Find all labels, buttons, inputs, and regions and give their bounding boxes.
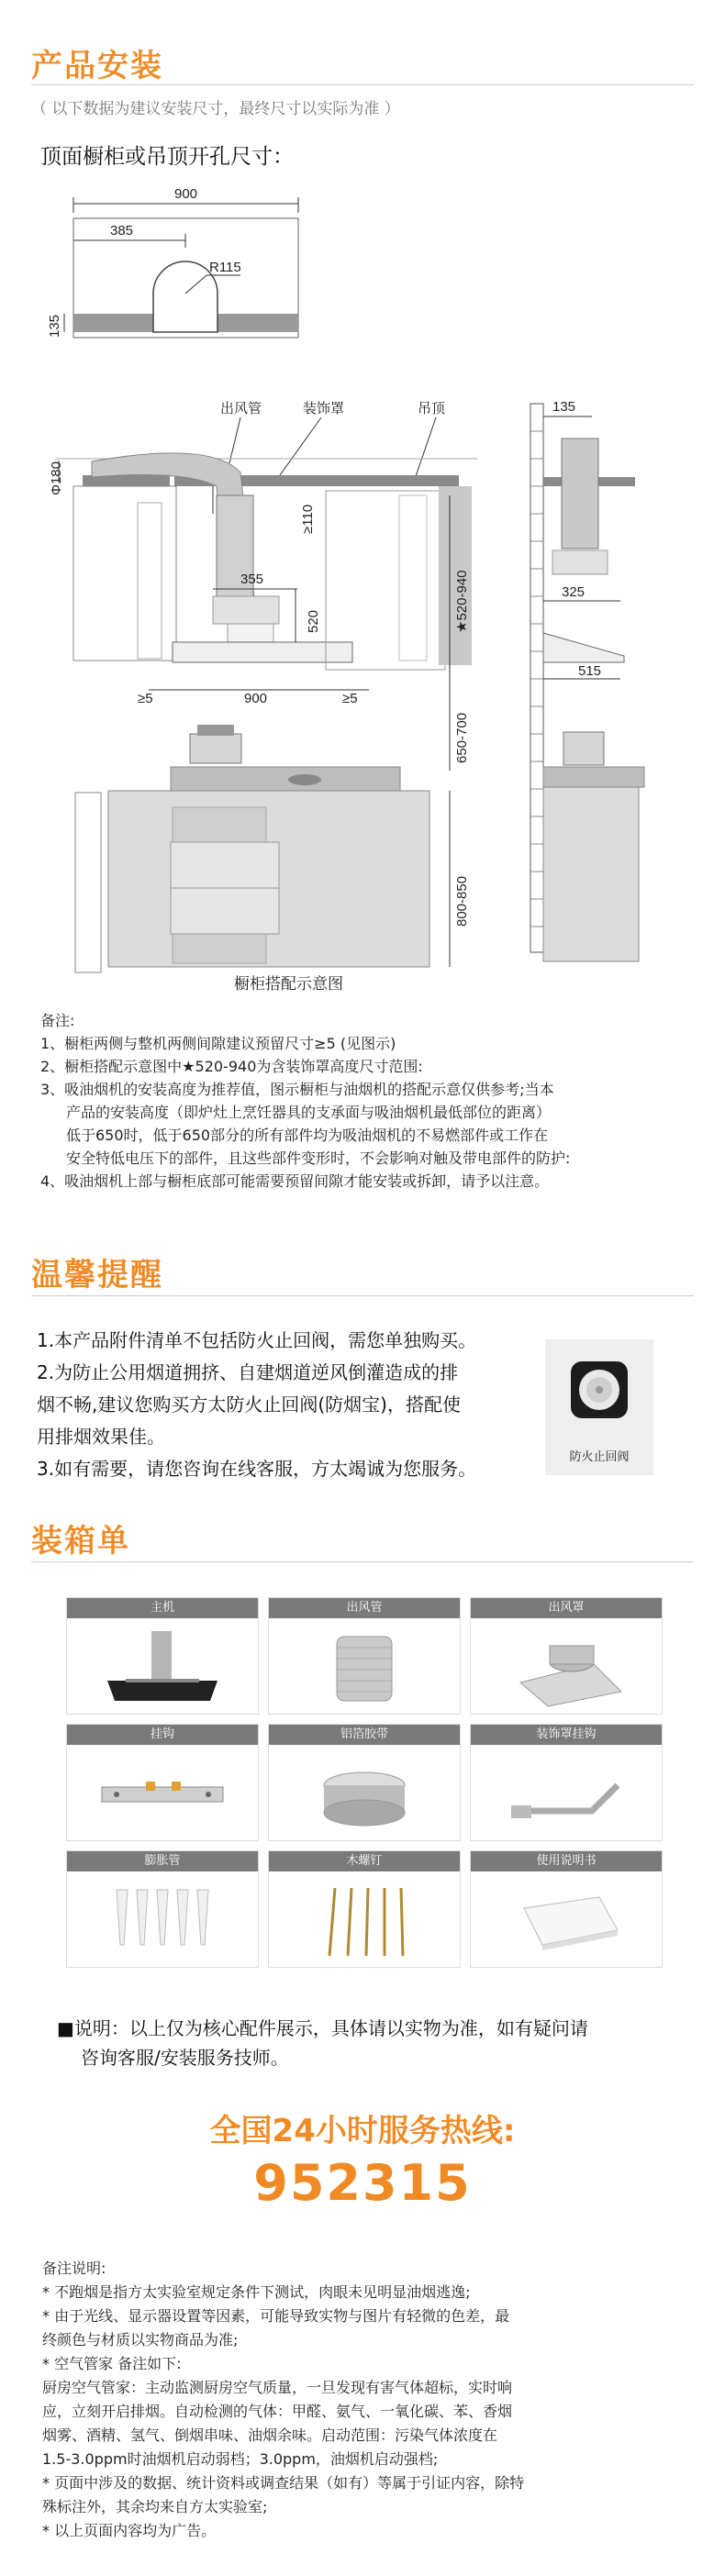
- packing-section-title: 装箱单: [31, 1523, 130, 1560]
- remarks: [42, 2257, 685, 2543]
- pack-item-expansion-tube: [66, 1850, 259, 1968]
- remark-line: 殊标注外，其余均来自方太实验室;: [42, 2498, 268, 2515]
- fire-valve-caption: 防火止回阀: [569, 1450, 630, 1464]
- label-outlet-pipe: 出风管: [220, 401, 262, 416]
- remarks-title: 备注说明:: [42, 2260, 106, 2277]
- remark-line: * 以上页面内容均为广告。: [42, 2522, 217, 2539]
- remark-line: * 页面中涉及的数据、统计资料或调查结果（如有）等属于引证内容，除特: [42, 2474, 525, 2492]
- dim-r115: R115: [209, 260, 241, 275]
- pack-item-label: 使用说明书: [471, 1851, 662, 1871]
- cover-hook-image: [493, 1745, 640, 1840]
- manual-image: [493, 1871, 640, 1967]
- diagram-caption: 橱柜搭配示意图: [234, 975, 343, 993]
- packing-list: [66, 1597, 663, 1968]
- dim-520: 520: [306, 609, 321, 633]
- tip-line: 1.本产品附件清单不包括防火止回阀，需您单独购买。: [37, 1329, 477, 1351]
- dim-515: 515: [578, 663, 602, 679]
- packing-note-line: ■说明：以上仅为核心配件展示，具体请以实物为准，如有疑问请: [57, 2017, 588, 2039]
- remark-line: 烟雾、酒精、氢气、倒烟串味、油烟余味。启动范围：污染气体浓度在: [42, 2426, 498, 2444]
- note-line: 1、橱柜两侧与整机两侧间隙建议预留尺寸≥5 (见图示): [40, 1035, 396, 1052]
- dim-135-side: 135: [552, 399, 576, 415]
- remark-line: * 不跑烟是指方太实验室规定条件下测试，肉眼未见明显油烟逃逸;: [42, 2283, 471, 2301]
- pack-item-hook: [66, 1724, 259, 1841]
- fire-valve-image: [545, 1339, 653, 1440]
- hole-size-heading: 顶面橱柜或吊顶开孔尺寸：: [40, 145, 294, 169]
- install-section-title: 产品安装: [31, 48, 163, 84]
- foil-tape-image: [291, 1745, 438, 1840]
- pack-item-manual: [470, 1850, 663, 1968]
- remark-line: * 由于光线、显示器设置等因素，可能导致实物与图片有轻微的色差，最: [42, 2307, 510, 2325]
- pack-item-label: 装饰罩挂钩: [471, 1725, 662, 1745]
- section-divider: [31, 1561, 694, 1562]
- tips-section-title: 温馨提醒: [31, 1257, 163, 1294]
- label-ceiling: 吊顶: [418, 401, 446, 416]
- dim-phi180: Φ180: [49, 461, 64, 495]
- pack-item-label: 挂钩: [67, 1725, 258, 1745]
- tip-line: 3.如有需要，请您咨询在线客服，方太竭诚为您服务。: [37, 1458, 477, 1480]
- dim-800-850: 800-850: [454, 875, 470, 927]
- range-hood-image: [89, 1618, 236, 1714]
- pack-item-outlet-pipe: [268, 1597, 461, 1715]
- install-notes: [40, 1009, 692, 1193]
- dim-ge5-right: ≥5: [342, 691, 358, 706]
- cabinet-diagram: [0, 0, 725, 1000]
- dim-135-left: 135: [47, 314, 62, 338]
- install-subtitle: （ 以下数据为建议安装尺寸，最终尺寸以实际为准 ）: [31, 100, 400, 118]
- front-cabinet-view: [49, 453, 477, 972]
- remark-line: 1.5-3.0ppm时油烟机启动弱档；3.0ppm，油烟机启动强档;: [42, 2450, 439, 2468]
- packing-note: [57, 2014, 663, 2072]
- notes-title: 备注:: [40, 1012, 75, 1029]
- note-line: 2、橱柜搭配示意图中★520-940为含装饰罩高度尺寸范围:: [40, 1058, 423, 1075]
- duct-pipe-image: [291, 1618, 438, 1714]
- pack-item-main-unit: [66, 1597, 259, 1715]
- remark-line: 应，立刻开启排烟。自动检测的气体：甲醛、氨气、一氧化碳、苯、香烟: [42, 2403, 513, 2420]
- remark-line: 厨房空气管家：主动监测厨房空气质量，一旦发现有害气体超标，实时响: [42, 2379, 513, 2396]
- dim-325: 325: [562, 584, 586, 600]
- dim-900-front: 900: [244, 691, 268, 706]
- note-line: 低于650时，低于650部分的所有部件均为吸油烟机的不易燃部件或工作在: [66, 1127, 549, 1144]
- pack-item-label: 木螺钉: [269, 1851, 460, 1871]
- expansion-tube-image: [89, 1871, 236, 1967]
- wood-screw-image: [291, 1871, 438, 1967]
- note-line: 安全特低电压下的部件，且这些部件变形时，不会影响对触及带电部件的防护:: [66, 1149, 571, 1167]
- pack-item-label: 铝箔胶带: [269, 1725, 460, 1745]
- pack-item-outlet-cover: [470, 1597, 663, 1715]
- pack-item-wood-screw: [268, 1850, 461, 1968]
- pack-item-label: 主机: [67, 1598, 258, 1618]
- remark-line: * 空气管家 备注如下:: [42, 2355, 182, 2372]
- side-cabinet-view: [530, 399, 644, 961]
- note-line: 4、吸油烟机上部与橱柜底部可能需要预留间隙才能安装或拆卸，请予以注意。: [40, 1172, 550, 1190]
- label-decor-cover: 装饰罩: [303, 401, 345, 416]
- note-line: 产品的安装高度（即炉灶上烹饪器具的支承面与吸油烟机最低部位的距离）: [66, 1104, 552, 1121]
- dim-385: 385: [110, 223, 134, 239]
- dim-355: 355: [240, 572, 264, 587]
- dim-520-940: ★520-940: [454, 570, 470, 633]
- section-divider: [31, 1295, 694, 1296]
- dim-900-top: 900: [174, 186, 198, 202]
- remark-line: 终颜色与材质以实物商品为准;: [42, 2331, 239, 2348]
- tip-line: 2.为防止公用烟道拥挤、自建烟道逆风倒灌造成的排: [37, 1361, 459, 1383]
- pack-item-label: 膨胀管: [67, 1851, 258, 1871]
- hotline-label: 全国24小时服务热线:: [209, 2113, 516, 2149]
- tip-line: 用排烟效果佳。: [37, 1426, 165, 1448]
- pack-item-label: 出风管: [269, 1598, 460, 1618]
- tips-list: [37, 1325, 532, 1485]
- packing-note-line: 咨询客服/安装服务技师。: [81, 2047, 289, 2069]
- pack-item-foil-tape: [268, 1724, 461, 1841]
- fire-valve-card: [545, 1339, 653, 1475]
- note-line: 3、吸油烟机的安装高度为推荐值，图示橱柜与油烟机的搭配示意仅供参考;当本: [40, 1081, 554, 1098]
- hotline-number: 952315: [253, 2154, 472, 2212]
- top-cutout-diagram: [47, 186, 298, 338]
- outlet-cover-image: [493, 1618, 640, 1714]
- hook-image: [89, 1745, 236, 1840]
- tip-line: 烟不畅,建议您购买方太防火止回阀(防烟宝)，搭配使: [37, 1393, 461, 1416]
- dim-ge110: ≥110: [300, 504, 316, 534]
- pack-item-label: 出风罩: [471, 1598, 662, 1618]
- dim-650-700: 650-700: [454, 712, 470, 763]
- dim-ge5-left: ≥5: [138, 691, 153, 706]
- pack-item-cover-hook: [470, 1724, 663, 1841]
